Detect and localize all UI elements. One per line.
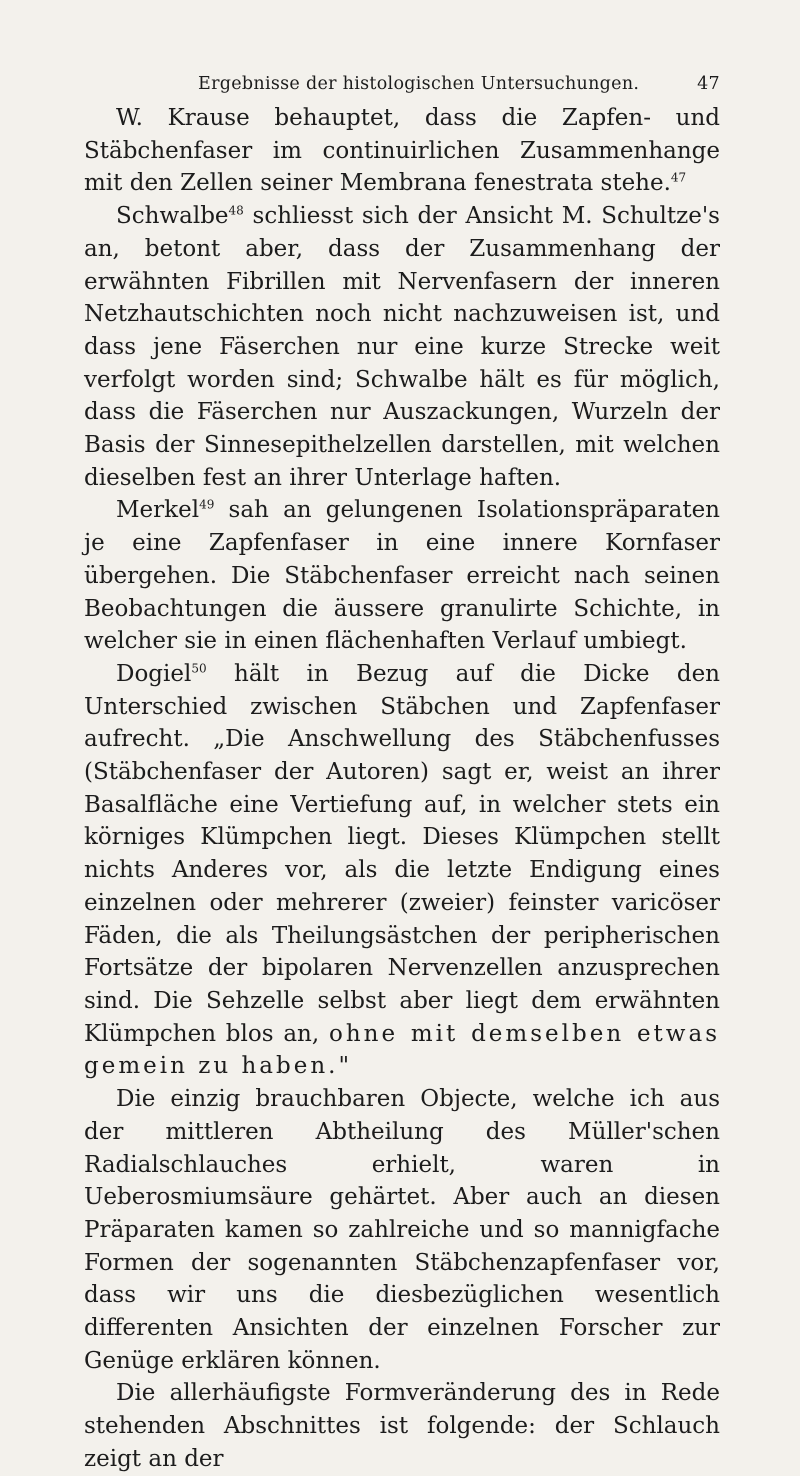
running-head <box>84 66 720 102</box>
spaced-emphasis: ohne mit demselben etwas gemein zu haben. <box>84 1020 720 1080</box>
paragraph-merkel <box>84 494 720 658</box>
closing-quote: " <box>338 1053 350 1080</box>
footnote-ref: 48 <box>228 203 244 218</box>
paragraph-schwalbe <box>84 200 720 494</box>
footnote-ref: 49 <box>199 497 215 512</box>
paragraph-text: Dogiel <box>116 660 192 687</box>
paragraph-text: Merkel <box>116 497 200 524</box>
paragraph-text: Die einzig brauchbaren Objecte, welche ich aus der mittleren Abtheilung des Müller'schen Radialschlauches erhielt, waren in Ueberosmiumsäure gehärtet. Aber auch an diesen Präparaten kamen so zahlreiche und so mannigfache Formen der sogenannten Stäbchenzapfenfaser vor, dass wir uns die diesbezüglichen wesentlich differenten Ansichten der einzelnen Forscher zur Genüge erklären können. <box>84 1086 720 1374</box>
running-title: Ergebnisse der histologischen Untersuchungen. <box>198 74 640 94</box>
paragraph-text: Die allerhäufigste Formveränderung des in Rede stehenden Abschnittes ist folgende: der Schlauch zeigt an der <box>84 1380 720 1472</box>
page-number: 47 <box>697 74 720 94</box>
paragraph-objects <box>84 1083 720 1377</box>
footnote-ref: 50 <box>191 661 207 676</box>
paragraph-text: schliesst sich der Ansicht M. Schultze's an, betont aber, dass der Zusammenhang der erwähnten Fibrillen mit Nervenfasern der inneren Netzhautschichten noch nicht nachzuweisen ist, und dass jene Fäserchen nur eine kurze Strecke weit verfolgt worden sind; Schwalbe hält es für möglich, dass die Fäserchen nur Auszackungen, Wurzeln der Basis der Sinnesepithelzellen darstellen, mit welchen dieselben fest an ihrer Unterlage haften. <box>84 203 720 491</box>
footnote-ref: 47 <box>670 170 687 185</box>
body-text <box>84 102 720 1476</box>
paragraph-text: W. Krause behauptet, dass die Zapfen- und Stäbchenfaser im continuirlichen Zusammenhange mit den Zellen seiner Membrana fenestrata stehe. <box>84 105 720 197</box>
paragraph-text: sah an gelungenen Isolationspräparaten je eine Zapfenfaser in eine innere Kornfaser übergehen. Die Stäbchenfaser erreicht nach seinen Beobachtungen die äussere granulirte Schichte, in welcher sie in einen flächenhaften Verlauf umbiegt. <box>84 497 720 655</box>
paragraph-krause <box>84 102 720 200</box>
paragraph-text: hält in Bezug auf die Dicke den Unterschied zwischen Stäbchen und Zapfenfaser aufrecht. „Die Anschwellung des Stäbchenfusses (Stäbchenfaser der Autoren) sagt er, weist an ihrer Basalfläche eine Vertiefung auf, in welcher stets ein körniges Klümpchen liegt. Dieses Klümpchen stellt nichts Anderes vor, als die letzte Endigung eines einzelnen oder mehrerer (zweier) feinster varicöser Fäden, die als Theilungsästchen der peripherischen Fortsätze der bipolaren Nervenzellen anzusprechen sind. Die Sehzelle selbst aber liegt dem erwähnten Klümpchen blos an, <box>84 660 720 1047</box>
paragraph-text: Schwalbe <box>116 203 229 230</box>
paragraph-dogiel <box>84 658 720 1083</box>
paragraph-form-change <box>84 1377 720 1475</box>
